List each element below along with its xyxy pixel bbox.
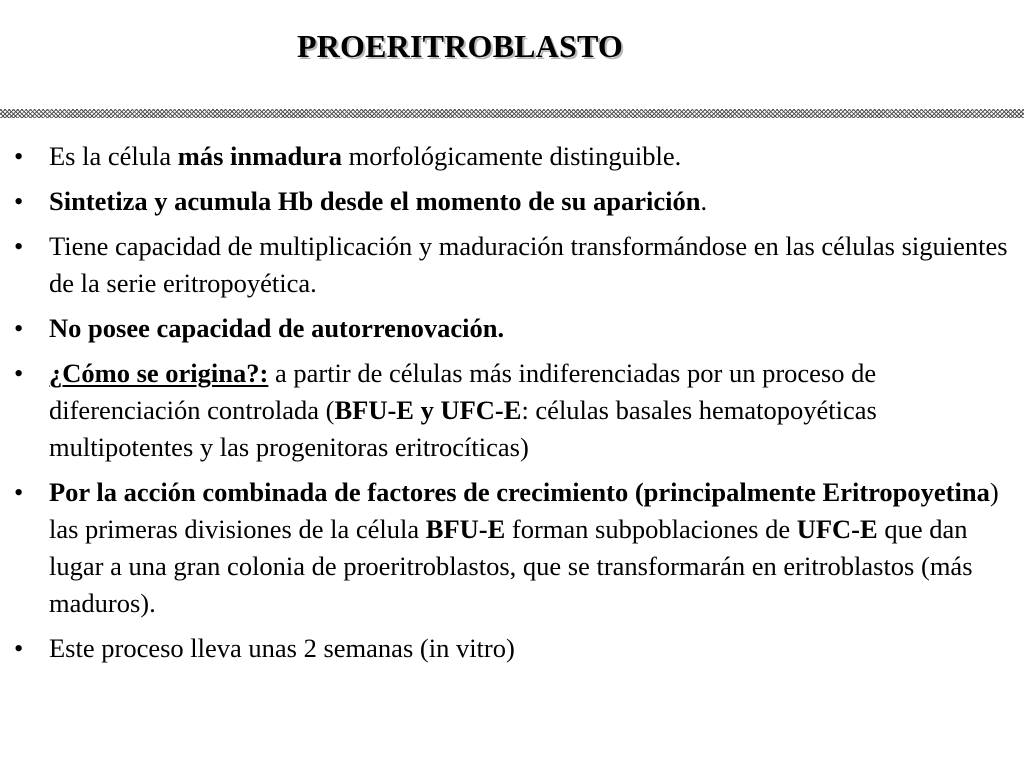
bullet-dot-icon: • [14,313,24,343]
slide-title: PROERITROBLASTO [296,28,624,64]
bullet-item [14,630,1014,667]
bullet-item [14,228,1014,302]
bullet-emphasis: Sintetiza y acumula Hb desde el momento de su aparición [49,186,701,216]
bullet-dot-icon: • [14,477,24,507]
bullet-item [14,138,1014,175]
bullet-text: morfológicamente distinguible. [341,141,682,171]
title-divider [0,109,1024,118]
bullet-text: a partir de células más indiferenciadas por un proceso de diferenciación controlada ( [49,358,877,425]
bullet-emphasis: BFU-E [425,514,506,544]
bullet-emphasis: BFU-E y UFC-E [334,395,522,425]
bullet-dot-icon: • [14,141,24,171]
bullet-text: forman subpoblaciones de [505,514,797,544]
bullet-item [14,474,1014,622]
bullet-text: Tiene capacidad de multiplicación y maduración transformándose en las células siguientes de la serie eritropoyética. [49,231,1008,298]
bullet-emphasis: UFC-E [796,514,878,544]
bullet-text: . [700,186,708,216]
bullet-text: ) las primeras divisiones de la célula [49,477,999,544]
bullet-dot-icon: • [14,186,24,216]
bullet-text: Es la célula [49,141,178,171]
bullet-item [14,355,1014,466]
bullet-item [14,183,1014,220]
bullet-dot-icon: • [14,231,24,261]
bullet-dot-icon: • [14,633,24,663]
bullet-text: Este proceso lleva unas 2 semanas (in vitro) [49,633,515,663]
bullet-item [14,310,1014,347]
bullet-dot-icon: • [14,358,24,388]
bullet-emphasis: No posee capacidad de autorrenovación. [49,313,505,343]
bullet-emphasis: más inmadura [177,141,342,171]
question-heading: ¿Cómo se origina?: [49,358,269,388]
bullet-list [14,138,1014,675]
bullet-text: que dan lugar a una gran colonia de proeritroblastos, que se transformarán en eritroblastos (más maduros). [49,514,973,618]
bullet-text: : células basales hematopoyéticas multipotentes y las progenitoras eritrocíticas) [49,395,877,462]
bullet-emphasis: Por la acción combinada de factores de crecimiento (principalmente Eritropoyetina [49,477,990,507]
